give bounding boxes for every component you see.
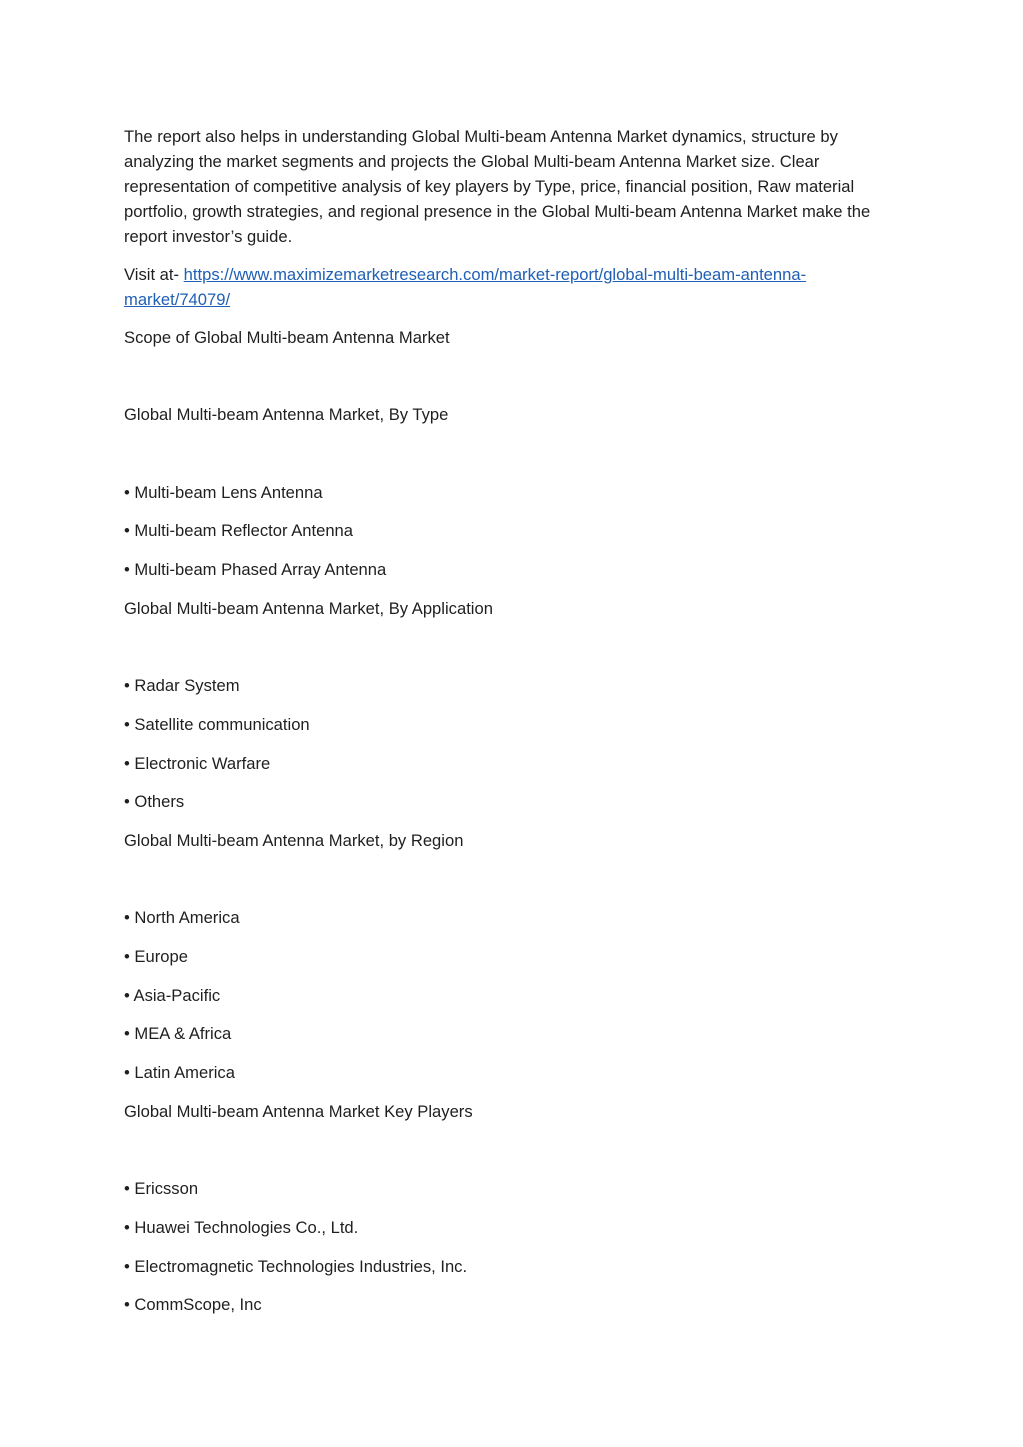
list-item: • Ericsson bbox=[124, 1179, 199, 1199]
list-item: • Others bbox=[124, 792, 185, 812]
list-item: • North America bbox=[124, 908, 240, 928]
list-item: • Huawei Technologies Co., Ltd. bbox=[124, 1217, 359, 1237]
section-heading-type: Global Multi-beam Antenna Market, By Type bbox=[124, 405, 449, 425]
list-item: • Multi-beam Phased Array Antenna bbox=[124, 560, 387, 580]
list-item: • Multi-beam Lens Antenna bbox=[124, 482, 323, 502]
spacer bbox=[124, 441, 899, 480]
section-heading-key-players: Global Multi-beam Antenna Market Key Players bbox=[124, 1101, 473, 1121]
list-item: • Asia-Pacific bbox=[124, 985, 221, 1005]
spacer bbox=[124, 867, 899, 906]
visit-prefix: Visit at- bbox=[124, 265, 184, 284]
section-heading-region: Global Multi-beam Antenna Market, by Region bbox=[124, 830, 464, 850]
visit-line bbox=[124, 262, 899, 312]
list-item: • Radar System bbox=[124, 676, 240, 696]
section-heading-application: Global Multi-beam Antenna Market, By Application bbox=[124, 598, 493, 618]
spacer bbox=[124, 364, 899, 403]
intro-paragraph: The report also helps in understanding Global Multi-beam Antenna Market dynamics, structure by analyzing the market segments and projects the Global Multi-beam Antenna Market size. Clear representation of competitive analysis of key players by Type, price, financial position, Raw material portfolio, growth strategies, and regional presence in the Global Multi-beam Antenna Market make the report investor’s guide. bbox=[124, 127, 871, 246]
spacer bbox=[124, 1137, 899, 1176]
list-item: • Multi-beam Reflector Antenna bbox=[124, 521, 354, 541]
list-item: • MEA & Africa bbox=[124, 1024, 232, 1044]
list-item: • Satellite communication bbox=[124, 714, 310, 734]
list-item: • Latin America bbox=[124, 1063, 235, 1083]
document-page bbox=[124, 124, 899, 1331]
spacer bbox=[124, 635, 899, 674]
report-link[interactable]: https://www.maximizemarketresearch.com/market-report/global-multi-beam-antenna-market/74079/ bbox=[124, 265, 807, 309]
list-item: • Europe bbox=[124, 947, 188, 966]
list-item: • Electromagnetic Technologies Industries, Inc. bbox=[124, 1256, 468, 1276]
scope-heading: Scope of Global Multi-beam Antenna Market bbox=[124, 328, 450, 347]
list-item: • Electronic Warfare bbox=[124, 753, 271, 773]
list-item: • CommScope, Inc bbox=[124, 1295, 262, 1315]
